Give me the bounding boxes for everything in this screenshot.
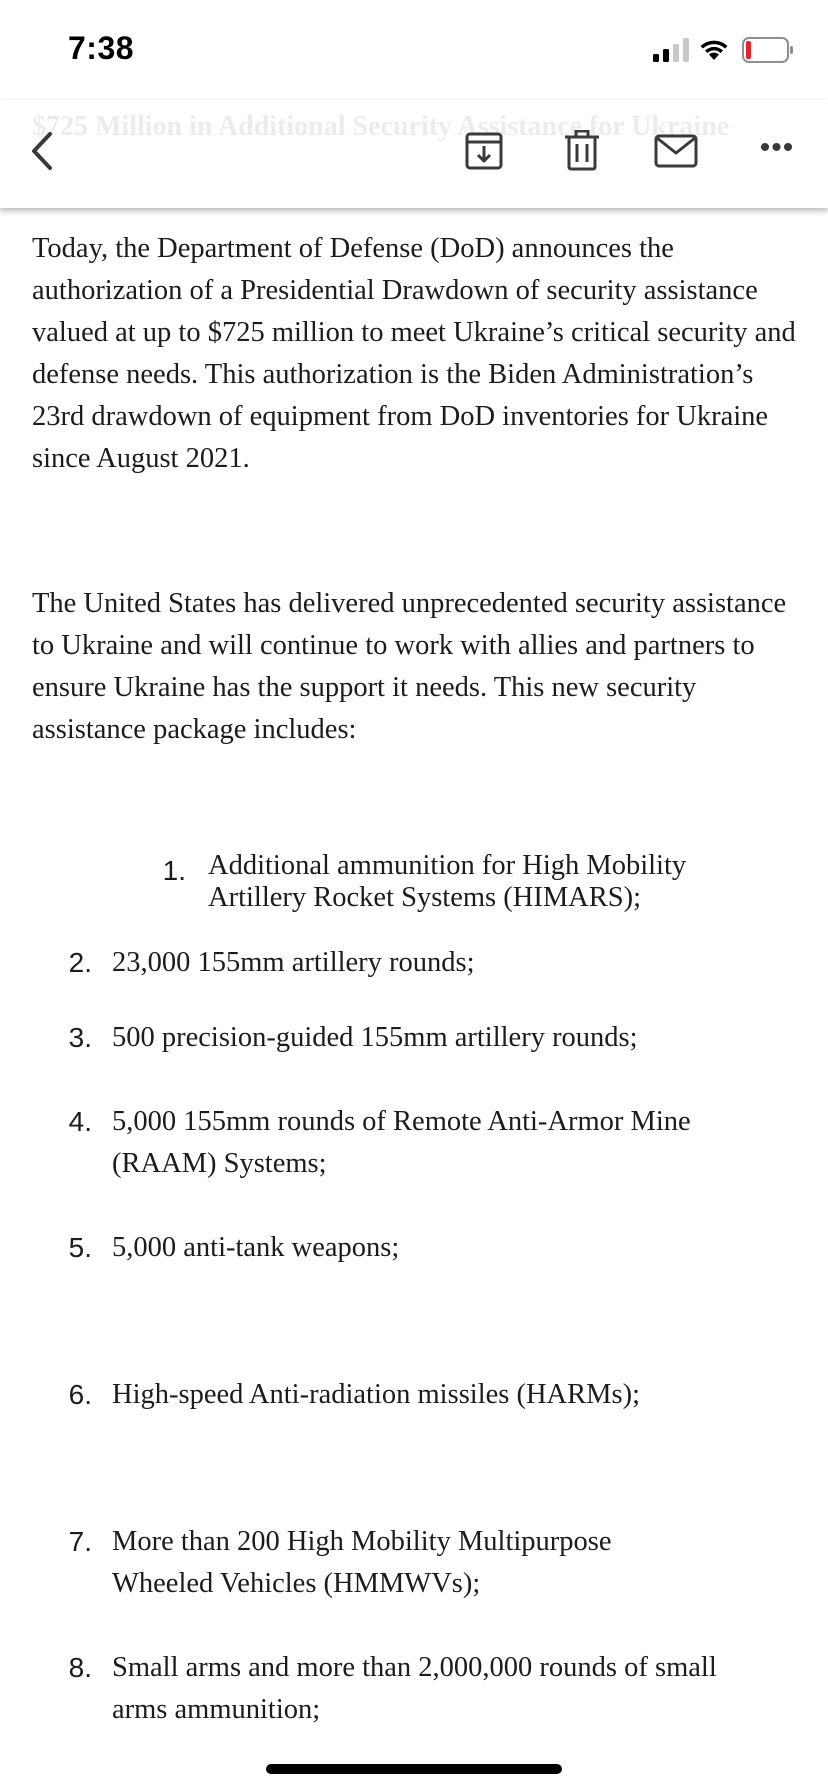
list-item [32,1647,802,1731]
archive-button[interactable] [464,130,504,172]
list-item-text: High-speed Anti-radiation missiles (HARMs); [112,1379,640,1410]
list-item-text: 23,000 155mm artillery rounds; [112,947,475,978]
nav-bar [0,100,828,208]
list-item [32,1227,802,1269]
list-item-number: 4. [68,1106,92,1137]
status-bar [0,0,828,100]
list-item-text: Small arms and more than 2,000,000 rounds of small arms ammunition; [112,1652,717,1725]
list-item [32,1017,802,1059]
list-item-number: 7. [68,1526,92,1557]
archive-icon [464,130,504,172]
wifi-icon [697,36,731,62]
list-item [32,1101,802,1185]
mail-icon [654,130,698,172]
list-item-number: 1. [162,855,186,886]
list-item-number: 3. [68,1022,92,1053]
email-subject-faded: $725 Million in Additional Security Assistance for Ukraine [32,111,730,142]
list-item [32,1374,802,1416]
list-item-number: 6. [68,1379,92,1410]
list-item-number: 8. [68,1652,92,1683]
list-item-text: 500 precision-guided 155mm artillery rounds; [112,1022,638,1053]
list-item-number: 5. [68,1232,92,1263]
more-options-button[interactable]: ••• [759,131,795,164]
cellular-signal-icon [652,38,690,62]
list-item-number: 2. [68,947,92,978]
trash-icon [562,130,602,172]
list-item-text: 5,000 155mm rounds of Remote Anti-Armor Mine (RAAM) Systems; [112,1106,691,1179]
message-paragraph: Today, the Department of Defense (DoD) announces the authorization of a Presidential Drawdown of security assistance valued at up to $725 million to meet Ukraine’s critical security and defense needs. This authorization is the Biden Administration’s 23rd drawdown of equipment from DoD inventories for Ukraine since August 2021. [32,233,796,474]
home-indicator[interactable] [266,1764,562,1774]
list-item [32,942,802,984]
mail-button[interactable] [654,130,698,172]
battery-icon [742,37,794,63]
message-paragraph: The United States has delivered unprecedented security assistance to Ukraine and will continue to work with allies and partners to ensure Ukraine has the support it needs. This new security assistance package includes: [32,588,787,745]
status-time: 7:38 [68,30,135,66]
list-item-text: 5,000 anti-tank weapons; [112,1232,400,1263]
list-item [32,850,802,920]
list-item-text: Additional ammunition for High Mobility Artillery Rocket Systems (HIMARS); [208,850,687,913]
list-item-text: More than 200 High Mobility Multipurpose Wheeled Vehicles (HMMWVs); [112,1526,612,1599]
back-button[interactable] [22,126,62,176]
list-item [32,1521,802,1605]
trash-button[interactable] [562,130,602,172]
